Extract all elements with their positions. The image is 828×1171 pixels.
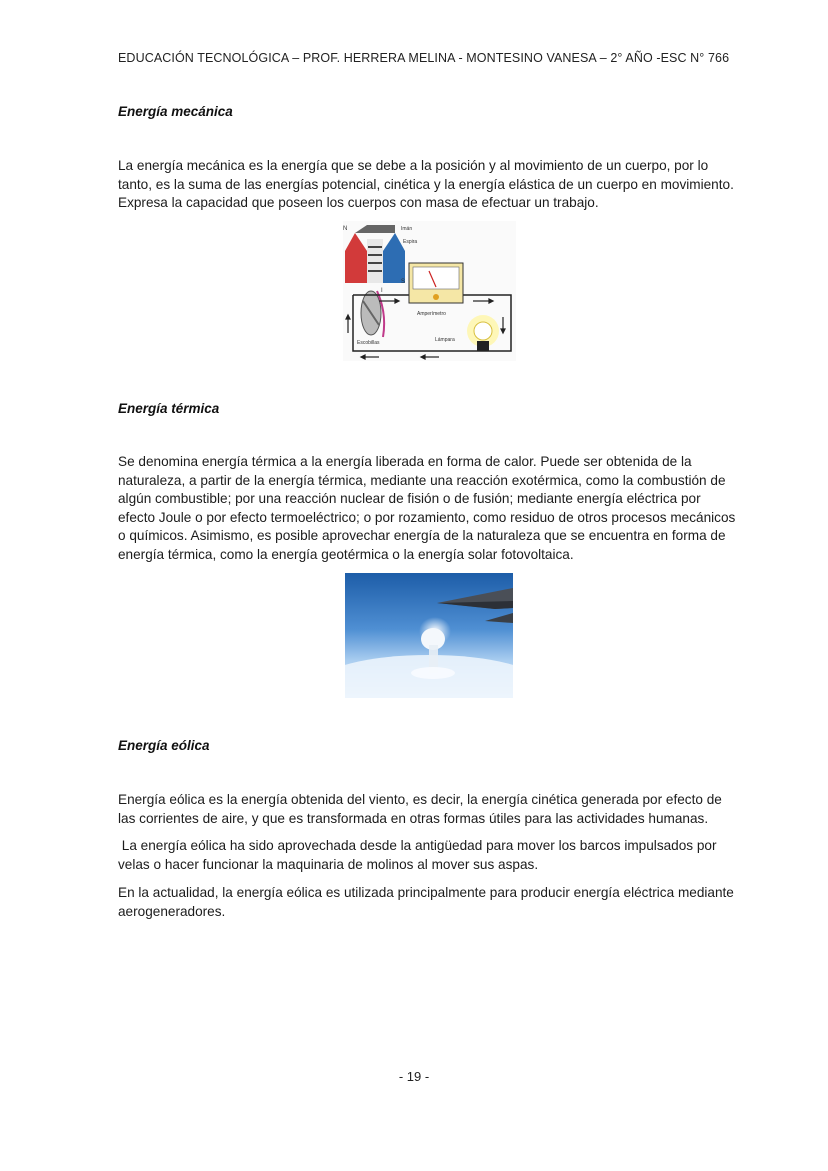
section-title-mecanica: Energía mecánica [118, 104, 233, 119]
label-espira: Espira [403, 239, 418, 245]
label-s: S [401, 279, 406, 285]
section-title-eolica: Energía eólica [118, 738, 210, 753]
ammeter-illustration [409, 263, 463, 303]
label-current: I [381, 288, 383, 294]
section-title-termica: Energía térmica [118, 401, 220, 416]
label-n: N [343, 226, 348, 232]
paragraph-eolica-3: En la actualidad, la energía eólica es utilizada principalmente para producir energía eléctrica mediante aerogeneradores. [118, 885, 734, 919]
generator-diagram-image [343, 221, 516, 361]
paragraph-eolica-1: Energía eólica es la energía obtenida del viento, es decir, la energía cinética generada por efecto de las corrientes de aire, y que es transformada en otras formas útiles para las actividades humanas. [118, 792, 722, 826]
page-header: EDUCACIÓN TECNOLÓGICA – PROF. HERRERA MELINA - MONTESINO VANESA – 2° AÑO -ESC N° 766 [118, 51, 730, 65]
label-amperimetro: Amperímetro [417, 311, 446, 317]
label-escobilla: Escobillas [357, 340, 380, 346]
label-lampara: Lámpara [435, 337, 455, 343]
paragraph-termica: Se denomina energía térmica a la energía liberada en forma de calor. Puede ser obtenida de la naturaleza, a partir de la energía térmica, mediante una reacción exotérmica, como la combustión de algún combustible; por una reacción nuclear de fisión o de fusión; mediante energía eléctrica por efecto Joule o por efecto termoeléctrico; o por rozamiento, como residuo de otros procesos mecánicos o químicos. Asimismo, es posible aprovechar energía de la naturaleza que se encuentra en forma de energía térmica, como la energía geotérmica o la energía solar fotovoltaica. [118, 454, 736, 562]
label-iman: Imán [401, 226, 413, 232]
paragraph-mecanica: La energía mecánica es la energía que se debe a la posición y al movimiento de un cuerpo, por lo tanto, es la suma de las energías potencial, cinética y la energía elástica de un cuerpo en movimiento. Expresa la capacidad que poseen los cuerpos con masa de efectuar un trabajo. [118, 158, 734, 210]
page-number: - 19 - [398, 1069, 430, 1084]
paragraph-eolica-2: La energía eólica ha sido aprovechada desde la antigüedad para mover los barcos impulsados por velas o hacer funcionar la maquinaria de molinos al mover sus aspas. [118, 838, 721, 872]
aerial-cloud-photo [345, 573, 513, 698]
